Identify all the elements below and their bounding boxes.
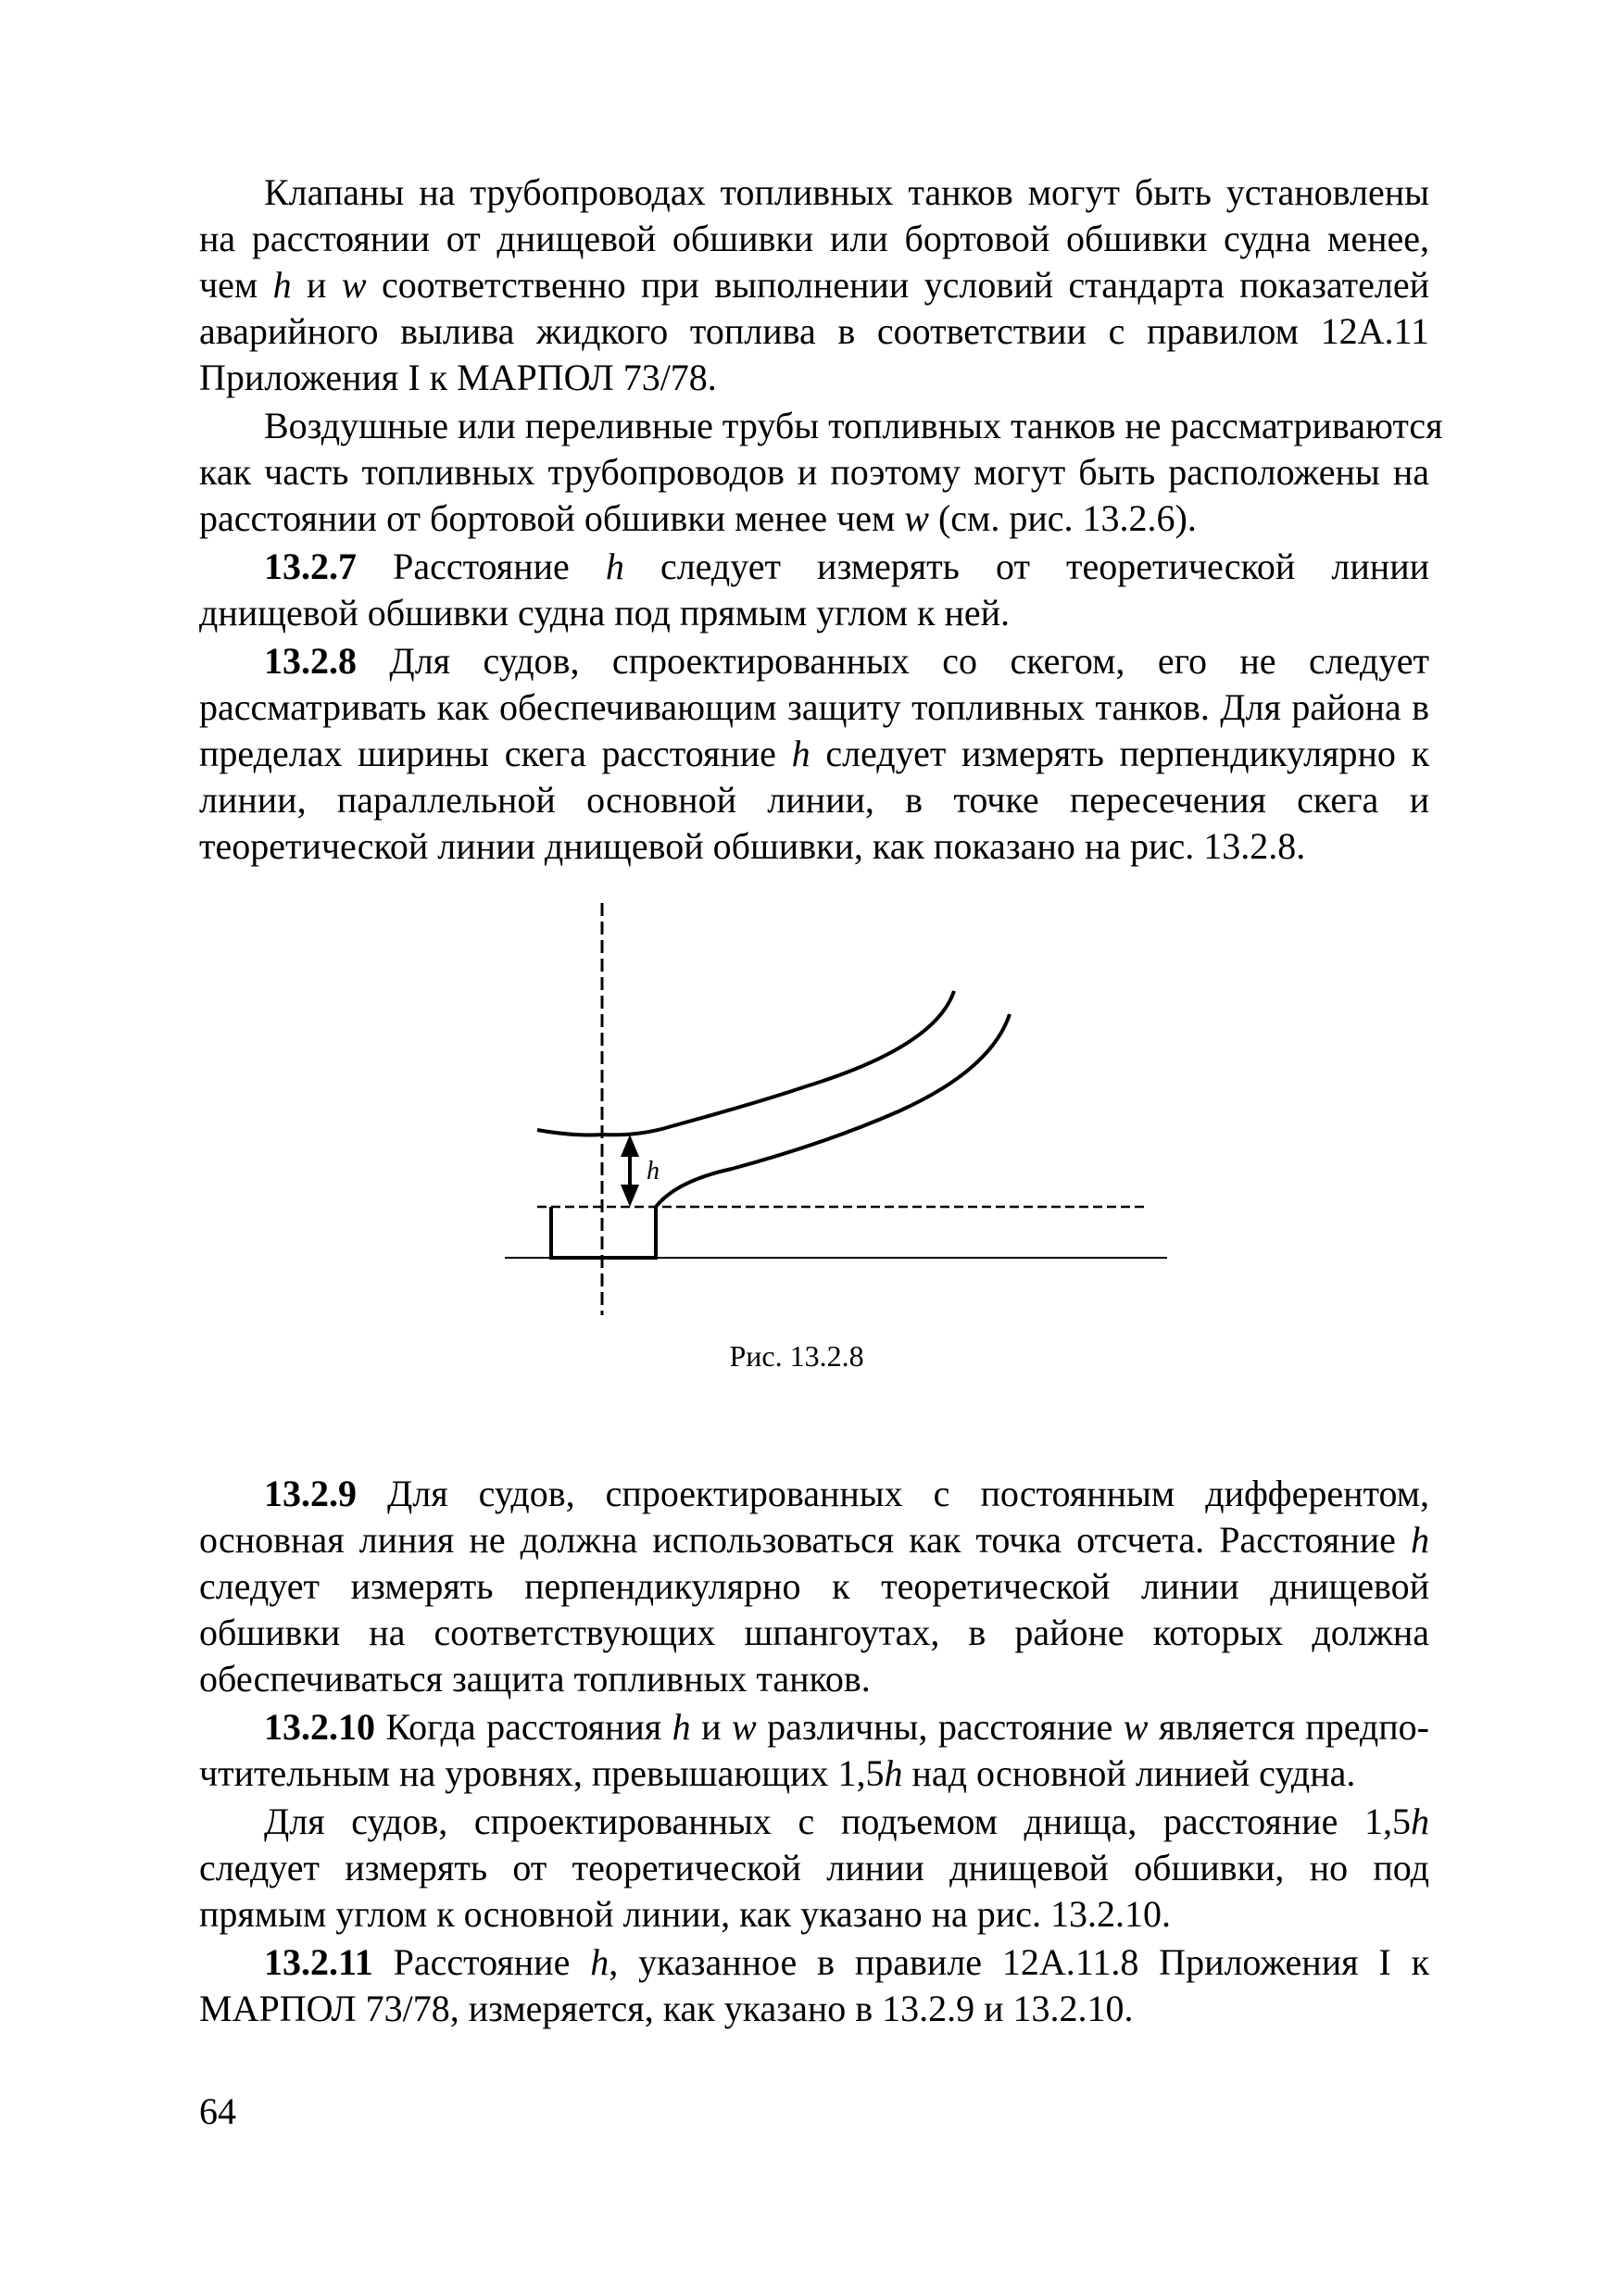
italic-symbol: h [605,546,624,587]
text-segment: является предпо- [1148,1706,1430,1748]
italic-symbol: h [791,733,810,774]
italic-symbol: h [272,264,292,306]
arrowhead-up [621,1135,639,1157]
italic-symbol: h [1411,1800,1429,1842]
text-line [199,1517,1429,1563]
text-segment: Приложения I к МАРПОЛ 73/78. [199,357,717,398]
italic-symbol: h [1411,1519,1429,1561]
text-segment: как часть топливных трубопроводов и поэтому могут быть расположены на [199,451,1429,493]
text-line [199,823,1429,870]
text-segment: и [690,1706,732,1748]
italic-symbol: h [672,1706,691,1748]
text-segment: МАРПОЛ 73/78, измеряется, как указано в 13.2.9 и 13.2.10. [199,1988,1134,2029]
text-segment: Для судов, спроектированных со скегом, его не следует [357,640,1429,682]
text-line [199,1704,1429,1750]
text-line [199,731,1429,777]
text-segment: днищевой обшивки судна под прямым углом к ней. [199,592,1011,634]
text-segment: обшивки на соответствующих шпангоутах, в районе которых должна [199,1612,1429,1653]
text-segment: , указанное в правиле 12А.11.8 Приложения I к [609,1941,1430,1983]
paragraph [199,638,1429,870]
section-number: 13.2.11 [264,1941,373,1983]
italic-symbol: h [884,1752,903,1794]
text-segment: аварийного вылива жидкого топлива в соответствии с правилом 12A.11 [199,310,1429,352]
text-segment: Расстояние [372,1941,591,1983]
text-segment: чтительным на уровнях, превышающих 1,5 [199,1752,885,1794]
paragraph [199,1471,1429,1702]
section-number: 13.2.7 [264,546,357,587]
skeg-diagram [491,903,1186,1329]
text-segment: пределах ширины скега расстояние [199,733,792,774]
page-number: 64 [199,2090,236,2132]
text-line [199,1799,1429,1845]
text-line [199,1939,1429,1986]
skeg [551,1207,656,1258]
text-segment: чем [199,264,273,306]
text-segment: и [291,264,342,306]
text-segment: различны, расстояние [756,1706,1124,1748]
text-line [199,1891,1429,1938]
text-line [199,638,1429,684]
text-segment: Для судов, спроектированных с постоянным дифферентом, [357,1473,1429,1514]
text-segment: линии, параллельной основной линии, в точке пересечения скега и [199,779,1429,821]
paragraph [199,403,1443,542]
italic-symbol: w [904,497,929,539]
text-line [199,1563,1429,1610]
text-segment: Расстояние [357,546,606,587]
text-line [199,777,1429,823]
section-number: 13.2.9 [264,1473,357,1514]
text-segment: на расстоянии от днищевой обшивки или бортовой обшивки судна менее, [199,218,1429,259]
italic-symbol: w [731,1706,757,1748]
section-number: 13.2.8 [264,640,357,682]
text-segment: расстоянии от бортовой обшивки менее чем [199,497,905,539]
outer-hull-curve [656,1014,1010,1207]
paragraph [199,1704,1429,1797]
text-segment: основная линия не должна использоваться как точка отсчета. Расстояние [199,1519,1411,1561]
text-line [199,1845,1429,1891]
text-block-bottom [199,1471,1429,2032]
text-line [199,1656,1429,1702]
text-line [199,216,1429,262]
text-line [199,355,1429,401]
text-block-top [199,169,1443,870]
text-segment: теоретической линии днищевой обшивки, как показано на рис. 13.2.8. [199,825,1306,867]
text-segment: Клапаны на трубопроводах топливных танков могут быть установлены [264,171,1429,213]
text-segment: (см. рис. 13.2.6). [928,497,1197,539]
paragraph [199,1799,1429,1938]
text-segment: следует измерять от теоретической линии [623,546,1429,587]
italic-symbol: w [341,264,367,306]
paragraph [199,169,1429,401]
paragraph [199,1939,1429,2032]
text-line [199,544,1429,590]
text-segment: рассматривать как обеспечивающим защиту топливных танков. Для района в [199,686,1429,728]
text-segment: Когда расстояния [375,1706,672,1748]
paragraph [199,544,1429,636]
text-segment: следует измерять от теоретической линии днищевой обшивки, но под [199,1847,1429,1888]
figure-13-2-8 [491,903,1186,1329]
text-line [199,449,1429,496]
text-segment: прямым углом к основной линии, как указано на рис. 13.2.10. [199,1893,1171,1935]
text-line [199,403,1443,449]
label-h: h [647,1157,660,1186]
text-line [199,1986,1429,2032]
text-segment: над основной линией судна. [902,1752,1356,1794]
text-segment: Воздушные или переливные трубы топливных танков не рассматриваются [264,405,1443,446]
text-line [199,1471,1429,1517]
text-line [199,1610,1429,1656]
text-segment: следует измерять перпендикулярно к теоретической линии днищевой [199,1565,1429,1607]
text-line [199,590,1429,636]
text-line [199,496,1429,542]
text-segment: Для судов, спроектированных с подъемом днища, расстояние 1,5 [264,1800,1411,1842]
section-number: 13.2.10 [264,1706,375,1748]
text-line [199,1750,1429,1797]
text-segment: следует измерять перпендикулярно к [810,733,1429,774]
text-line [199,308,1429,355]
italic-symbol: w [1123,1706,1149,1748]
text-line [199,169,1429,216]
figure-caption: Рис. 13.2.8 [729,1339,864,1373]
text-segment: соответственно при выполнении условий стандарта показателей [366,264,1429,306]
text-line [199,684,1429,731]
text-line [199,262,1429,308]
text-segment: обеспечиваться защита топливных танков. [199,1658,871,1700]
italic-symbol: h [590,1941,609,1983]
arrowhead-down [621,1185,639,1207]
